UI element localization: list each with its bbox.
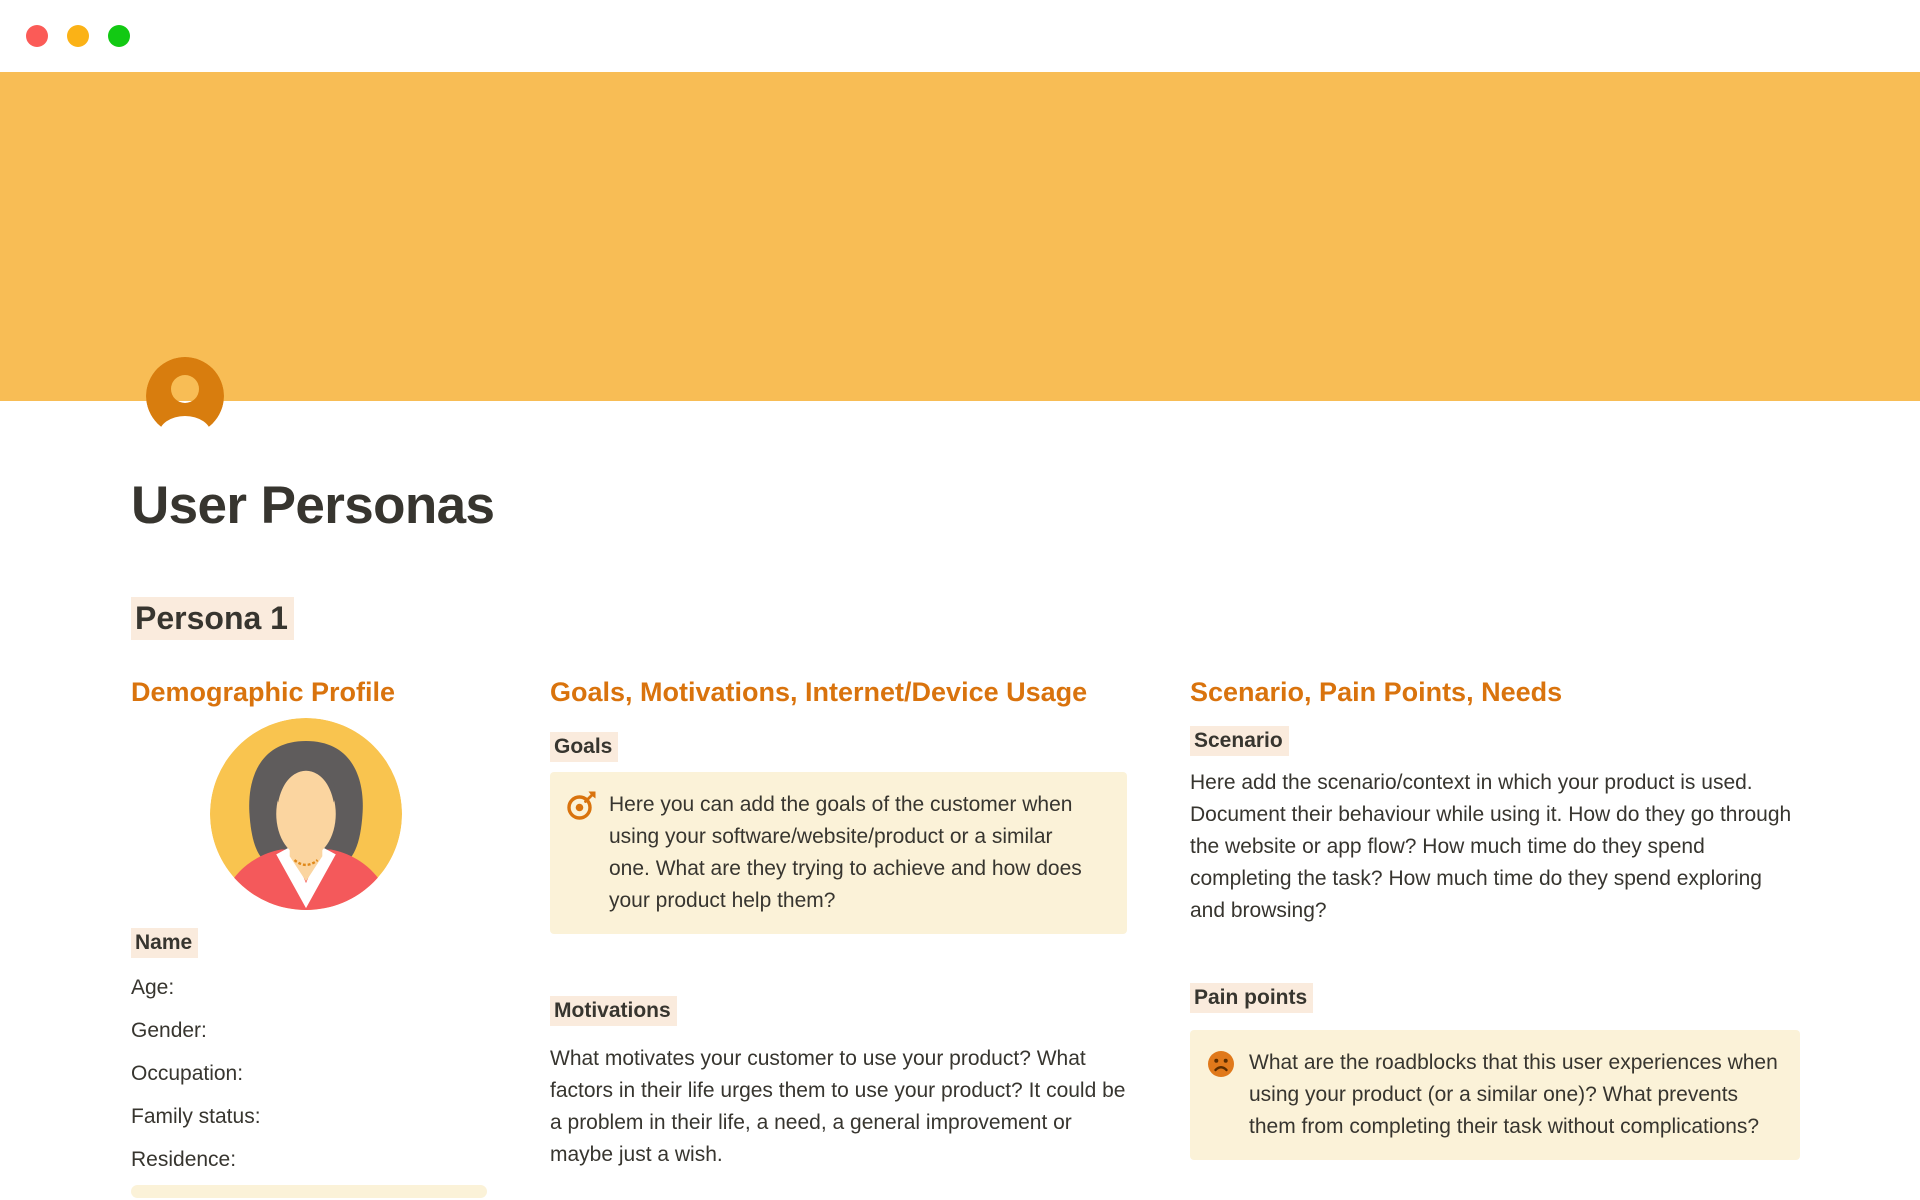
- field-age[interactable]: Age:: [131, 976, 175, 1000]
- partial-callout-block[interactable]: [131, 1185, 487, 1198]
- target-icon: [566, 791, 596, 821]
- demographic-profile-heading[interactable]: Demographic Profile: [131, 677, 396, 708]
- field-occupation[interactable]: Occupation:: [131, 1062, 244, 1086]
- column-scenario-pain-points: [1190, 676, 1800, 1198]
- scenario-label: Scenario: [1190, 726, 1289, 756]
- motivations-label: Motivations: [550, 996, 677, 1026]
- sad-face-icon: [1206, 1049, 1236, 1079]
- person-icon[interactable]: [146, 357, 224, 435]
- cover-image[interactable]: [0, 72, 1920, 401]
- fullscreen-button[interactable]: [108, 25, 130, 47]
- page-title[interactable]: User Personas: [131, 476, 495, 535]
- close-button[interactable]: [26, 25, 48, 47]
- goals-label-row[interactable]: [550, 732, 1127, 765]
- woman-avatar-illustration[interactable]: [210, 718, 402, 910]
- minimize-button[interactable]: [67, 25, 89, 47]
- persona-heading[interactable]: [131, 597, 1800, 640]
- persona-heading-highlight: Persona 1: [131, 597, 294, 640]
- window-titlebar: [0, 0, 1920, 72]
- motivations-label-row[interactable]: [550, 996, 1127, 1029]
- goals-callout-text: Here you can add the goals of the customer when using your software/website/product or a similar one. What are they trying to achieve and how does your product help them?: [609, 793, 1082, 913]
- field-family-status[interactable]: Family status:: [131, 1105, 261, 1129]
- field-gender[interactable]: Gender:: [131, 1019, 207, 1043]
- name-label-row[interactable]: [131, 928, 487, 961]
- three-column-layout: [131, 676, 1800, 1198]
- scenario-text[interactable]: Here add the scenario/context in which your product is used. Document their behaviour while using it. How do they go through the website or app flow? How much time do they spend completing the task? How much time do they spend exploring and browsing?: [1190, 771, 1792, 923]
- goals-motivations-heading[interactable]: Goals, Motivations, Internet/Device Usage: [550, 677, 1088, 708]
- goals-callout[interactable]: [550, 772, 1127, 934]
- column-demographic-profile: [131, 676, 487, 1198]
- column-goals-motivations: [550, 676, 1127, 1198]
- field-residence[interactable]: Residence:: [131, 1148, 237, 1172]
- pain-points-callout[interactable]: [1190, 1030, 1800, 1160]
- motivations-text[interactable]: What motivates your customer to use your product? What factors in their life urges them to use your product? It could be a problem in their life, a need, a general improvement or maybe just a wish.: [550, 1047, 1126, 1167]
- pain-points-label-row[interactable]: [1190, 983, 1800, 1016]
- scenario-pain-points-heading[interactable]: Scenario, Pain Points, Needs: [1190, 677, 1563, 708]
- name-label: Name: [131, 928, 198, 958]
- goals-label: Goals: [550, 732, 618, 762]
- scenario-label-row[interactable]: [1190, 726, 1800, 759]
- pain-points-callout-text: What are the roadblocks that this user experiences when using your product (or a similar one)? What prevents them from completing their task without complications?: [1249, 1051, 1778, 1139]
- page-content: [0, 401, 1920, 1198]
- pain-points-label: Pain points: [1190, 983, 1313, 1013]
